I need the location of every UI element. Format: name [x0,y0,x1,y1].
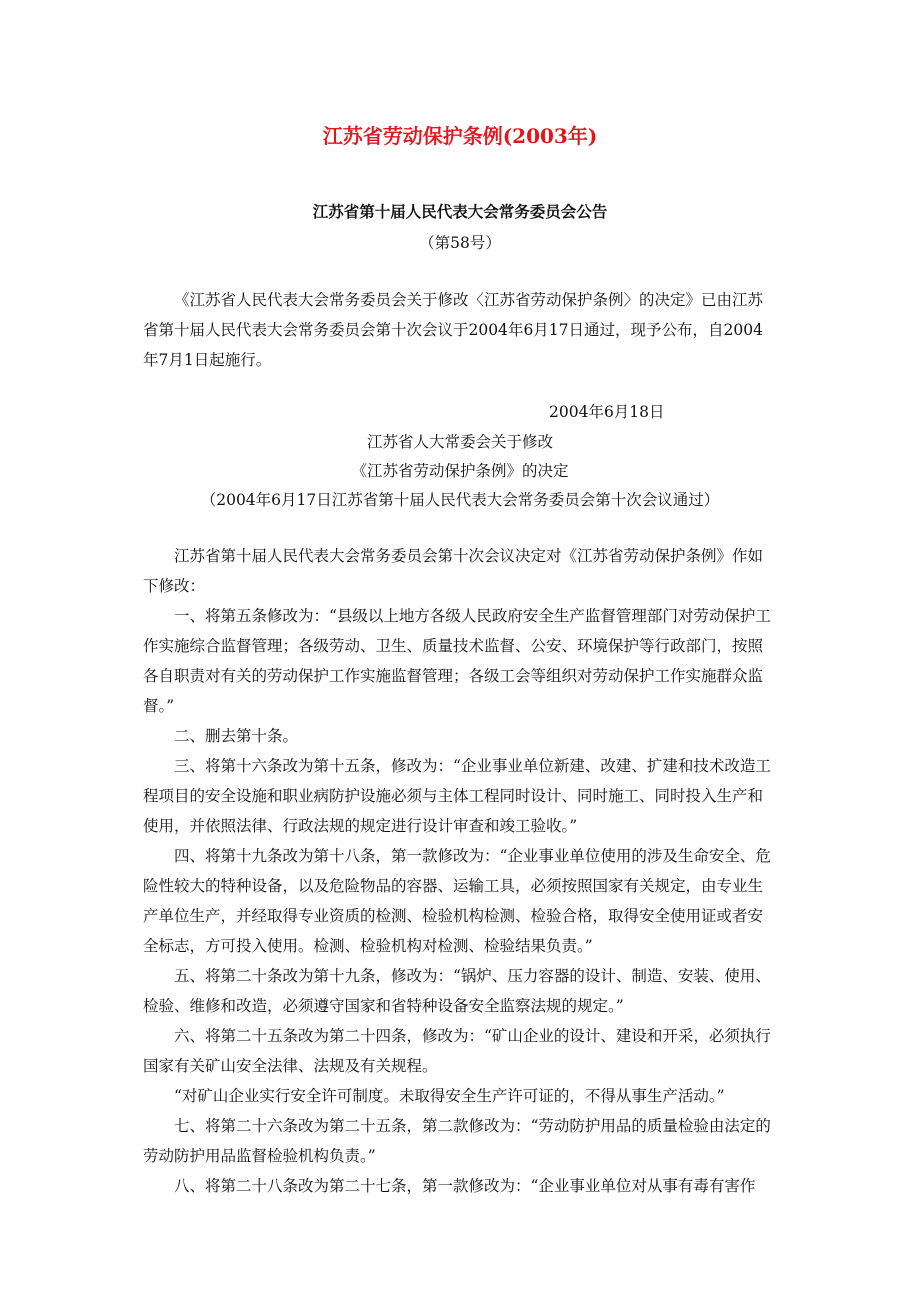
intro-paragraph: 《江苏省人民代表大会常务委员会关于修改〈江苏省劳动保护条例〉的决定》已由江苏省第十届人民代表大会常务委员会第十次会议于2004年6月17日通过，现予公布，自2004年7月1日起施行。 [143,291,764,369]
amendment-item: 四、将第十九条改为第十八条，第一款修改为：“企业事业单位使用的涉及生命安全、危险性较大的特种设备，以及危险物品的容器、运输工具，必须按照国家有关规定，由专业生产单位生产，并经取得专业资质的检测、检验机构检测、检验合格，取得安全使用证或者安全标志，方可投入使用。检测、检验机构对检测、检验结果负责。” [143,847,771,955]
intro-section [143,285,773,375]
amendment-item: 二、删去第十条。 [174,727,299,745]
announcement-date: 2004年6月18日 [549,403,665,421]
decision-subtitle: （2004年6月17日江苏省第十届人民代表大会常务委员会第十次会议通过） [200,491,720,509]
amendment-item: “对矿山企业实行安全许可制度。未取得安全生产许可证的，不得从事生产活动。” [174,1087,725,1105]
decision-title-line1: 江苏省人大常委会关于修改 [366,433,553,451]
document-title: 江苏省劳动保护条例(2003年) [322,124,598,148]
amendment-item: 七、将第二十六条改为第二十五条，第二款修改为：“劳动防护用品的质量检验由法定的劳动防护用品监督检验机构负责。” [143,1117,771,1165]
amendment-item: 五、将第二十条改为第十九条，修改为：“锅炉、压力容器的设计、制造、安装、使用、检验、维修和改造，必须遵守国家和省特种设备安全监察法规的规定。” [143,967,771,1015]
amendment-item: 一、将第五条修改为：“县级以上地方各级人民政府安全生产监督管理部门对劳动保护工作实施综合监督管理；各级劳动、卫生、质量技术监督、公安、环境保护等行政部门，按照各自职责对有关的劳动保护工作实施监督管理；各级工会等组织对劳动保护工作实施群众监督。” [143,607,771,715]
decision-intro: 江苏省第十届人民代表大会常务委员会第十次会议决定对《江苏省劳动保护条例》作如下修改： [143,547,764,595]
notice-number: （第58号） [419,234,501,252]
amendment-item: 六、将第二十五条改为第二十四条，修改为：“矿山企业的设计、建设和开采，必须执行国家有关矿山安全法律、法规及有关规程。 [143,1027,771,1075]
amendment-item: 三、将第十六条改为第十五条，修改为：“企业事业单位新建、改建、扩建和技术改造工程项目的安全设施和职业病防护设施必须与主体工程同时设计、同时施工、同时投入生产和使用，并依照法律、行政法规的规定进行设计审查和竣工验收。” [143,757,771,835]
decision-title-line2: 《江苏省劳动保护条例》的决定 [351,462,569,480]
amendment-item: 八、将第二十八条改为第二十七条，第一款修改为：“企业事业单位对从事有毒有害作 [174,1177,756,1195]
notice-title: 江苏省第十届人民代表大会常务委员会公告 [312,202,608,221]
decision-body [143,541,773,1201]
